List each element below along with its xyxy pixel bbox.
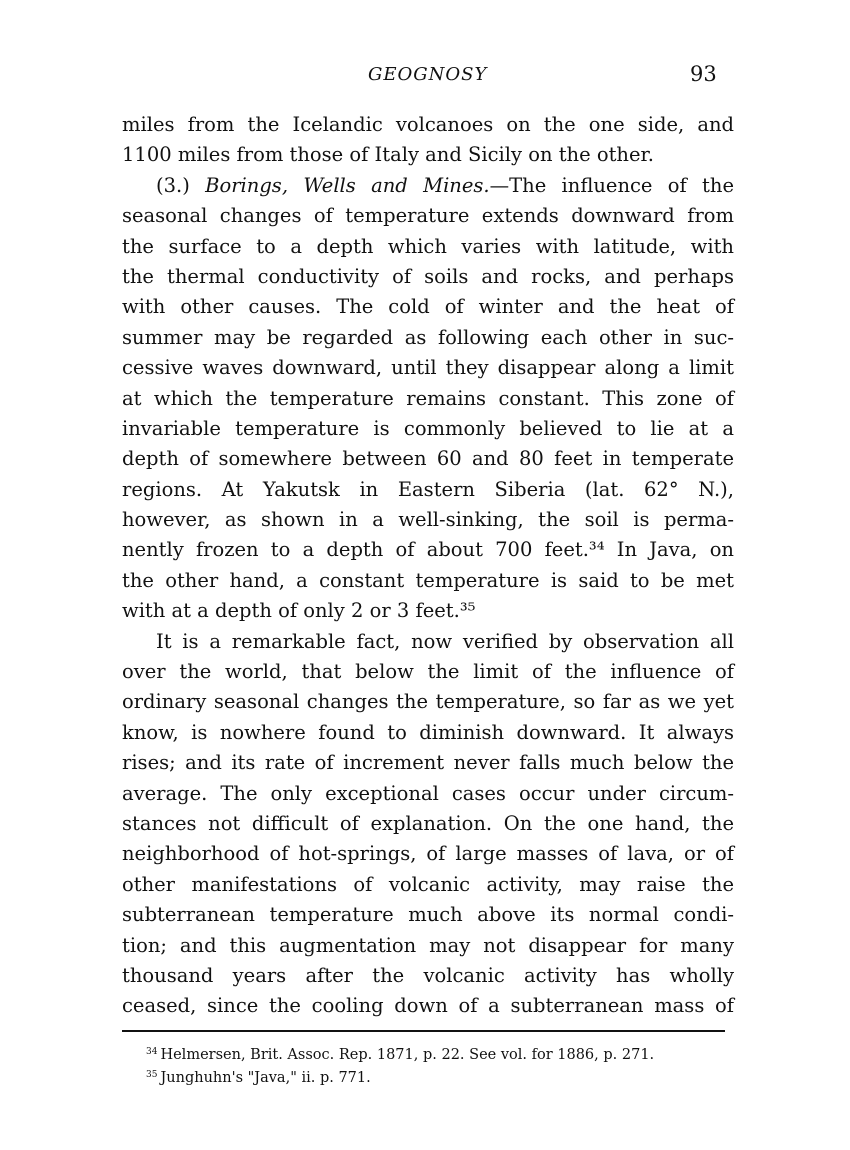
text-line: 1100 miles from those of Italy and Sicily on the other.: [122, 143, 654, 167]
section-heading-line: [122, 171, 734, 201]
text-line: however, as shown in a well-sinking, the soil is perma-: [122, 508, 734, 532]
text-line: nently frozen to a depth of about 700 feet.³⁴ In Java, on: [122, 538, 734, 562]
text-line: the surface to a depth which varies with latitude, with: [122, 234, 734, 258]
text-line: rises; and its rate of increment never falls much below the: [122, 751, 734, 775]
text-line: subterranean temperature much above its normal condi-: [122, 903, 734, 927]
text-line: It is a remarkable fact, now verified by observation all: [156, 629, 734, 653]
text-line: other manifestations of volcanic activity, may raise the: [122, 872, 734, 896]
body-text: [122, 110, 734, 1022]
footnote-divider: [122, 1030, 725, 1032]
text-line: with other causes. The cold of winter and the heat of: [122, 295, 734, 319]
section-number: (3.): [156, 173, 206, 197]
text-line: summer may be regarded as following each other in suc-: [122, 325, 734, 349]
text-line: know, is nowhere found to diminish downward. It always: [122, 720, 734, 744]
text-line: the thermal conductivity of soils and rocks, and perhaps: [122, 264, 734, 288]
text-line: tion; and this augmentation may not disappear for many: [122, 933, 734, 957]
text-line: the other hand, a constant temperature is said to be met: [122, 568, 734, 592]
footnote: [146, 1042, 726, 1065]
text-line: neighborhood of hot-springs, of large masses of lava, or of: [122, 842, 734, 866]
text-line: miles from the Icelandic volcanoes on the one side, and: [122, 113, 734, 136]
page-number: 93: [690, 62, 717, 86]
text-line: stances not difficult of explanation. On the one hand, the: [122, 811, 734, 835]
text-line: invariable temperature is commonly believed to lie at a: [122, 416, 734, 440]
footnote-marker: 34: [146, 1047, 158, 1057]
text-line: ordinary seasonal changes the temperature, so far as we yet: [122, 690, 734, 714]
footnote-text: Junghuhn's "Java," ii. p. 771.: [160, 1070, 371, 1086]
text-line: cessive waves downward, until they disappear along a limit: [122, 356, 734, 380]
footnotes: [146, 1042, 726, 1088]
text-line: depth of somewhere between 60 and 80 feet in temperate: [122, 447, 734, 471]
text-line: average. The only exceptional cases occur under circum-: [122, 781, 734, 805]
text-line: regions. At Yakutsk in Eastern Siberia (lat. 62° N.),: [122, 477, 734, 501]
text-line: over the world, that below the limit of the influence of: [122, 660, 734, 684]
text-line: at which the temperature remains constant. This zone of: [122, 386, 734, 410]
footnote: [146, 1065, 726, 1088]
section-lead-text: —The influence of the: [489, 173, 734, 197]
section-heading: Borings, Wells and Mines.: [205, 173, 490, 197]
text-line: seasonal changes of temperature extends downward from: [122, 204, 734, 228]
page-header: [0, 62, 850, 92]
text-line: ceased, since the cooling down of a subterranean mass of: [122, 994, 734, 1018]
running-title: GEOGNOSY: [368, 64, 488, 85]
text-line: thousand years after the volcanic activity has wholly: [122, 963, 734, 987]
footnote-text: Helmersen, Brit. Assoc. Rep. 1871, p. 22. See vol. for 1886, p. 271.: [160, 1047, 655, 1063]
footnote-marker: 35: [146, 1070, 158, 1080]
text-line: with at a depth of only 2 or 3 feet.³⁵: [122, 599, 476, 623]
